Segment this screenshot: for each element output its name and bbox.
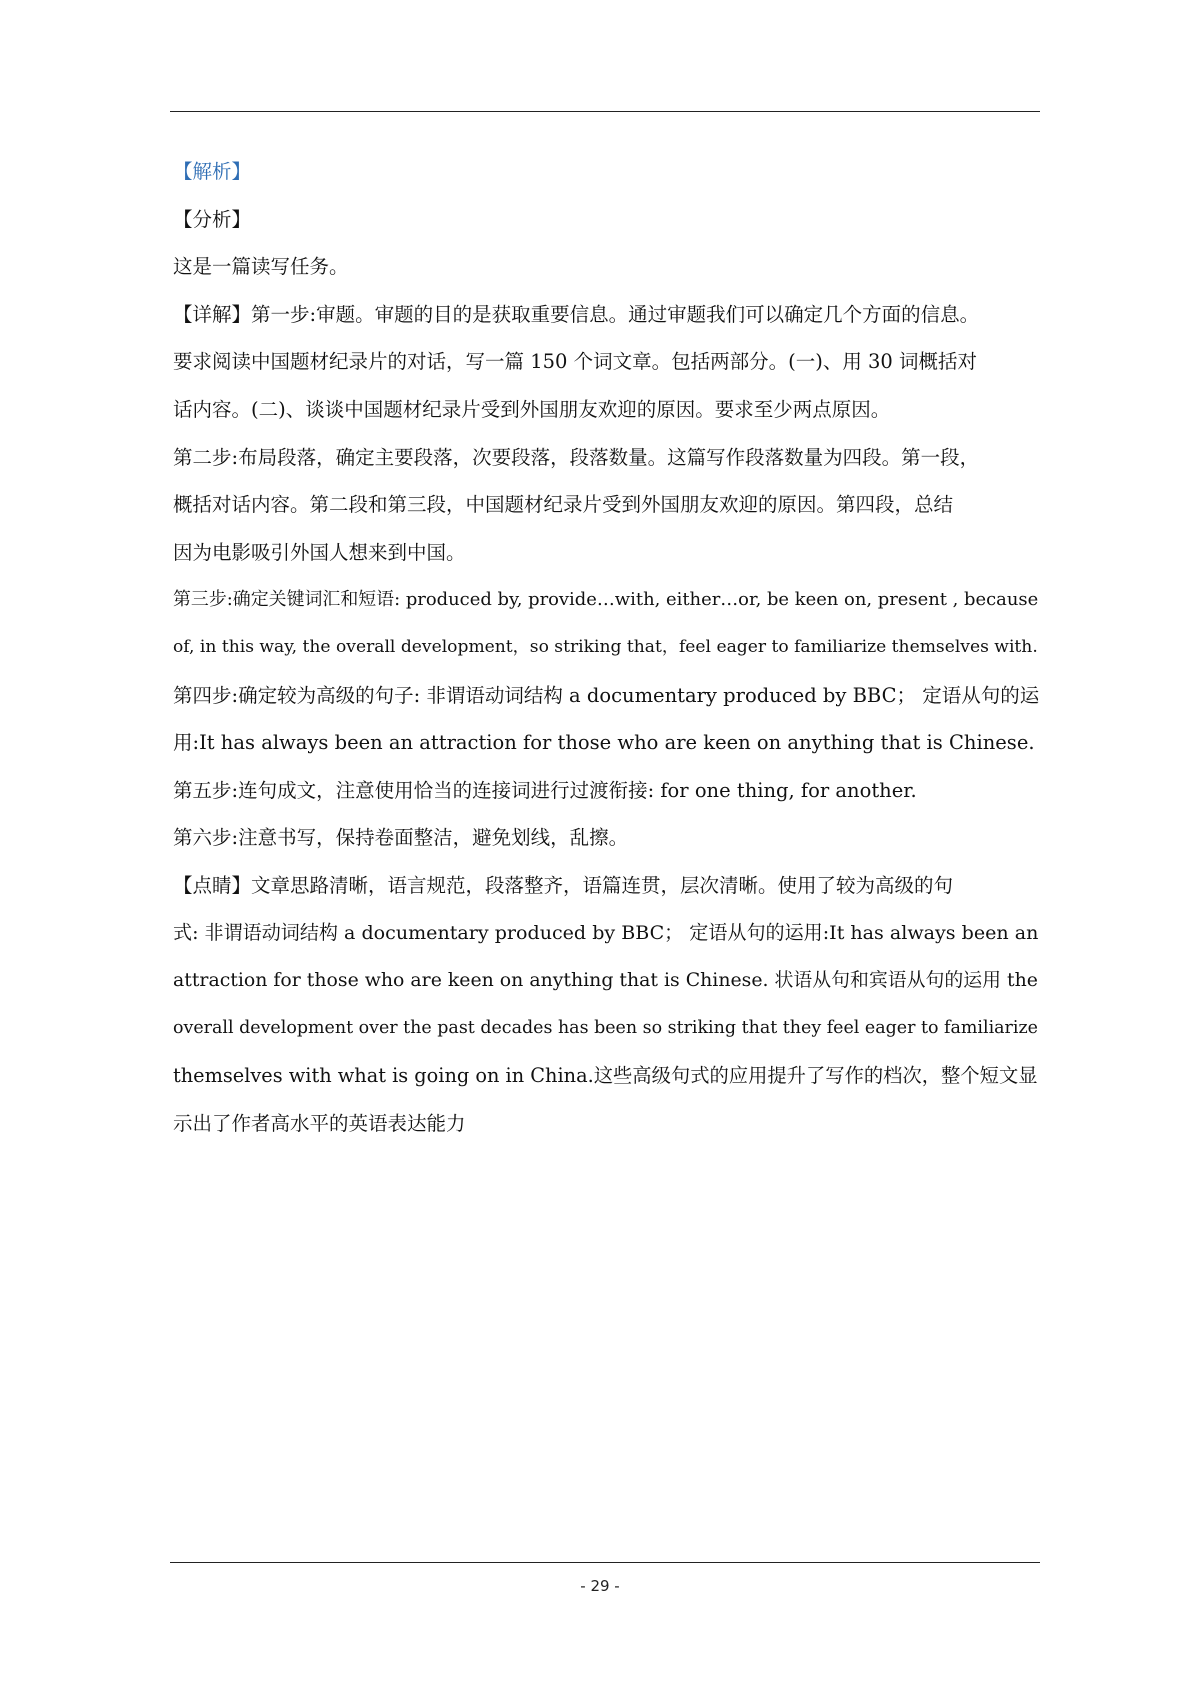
body-line: 示出了作者高水平的英语表达能力: [173, 1111, 466, 1135]
heading-jiexi: 【解析】: [173, 160, 252, 183]
body-line: attraction for those who are keen on anything that is Chinese. 状语从句和宾语从句的运用 the: [173, 969, 1038, 992]
body-line: 第五步:连句成文，注意使用恰当的连接词进行过渡衔接: for one thing, for another.: [173, 778, 917, 802]
body-line: 概括对话内容。第二段和第三段，中国题材纪录片受到外国朋友欢迎的原因。第四段，总结: [173, 493, 954, 517]
body-line: overall development over the past decades has been so striking that they feel eager to familiarize: [173, 1017, 1038, 1038]
header-rule: [170, 111, 1040, 112]
body-line: 式: 非谓语动词结构 a documentary produced by BBC； 定语从句的运用:It has always been an: [173, 921, 1039, 944]
body-line: 第三步:确定关键词汇和短语: produced by, provide…with, either…or, be keen on, present , because: [173, 589, 1039, 611]
body-line: of, in this way, the overall development，so striking that，feel eager to familiarize themselves with.: [173, 636, 1038, 657]
heading-fenxi: 【分析】: [173, 207, 252, 231]
body-line: 要求阅读中国题材纪录片的对话，写一篇 150 个词文章。包括两部分。(一)、用 30 词概括对: [173, 350, 978, 374]
page-number: - 29 -: [580, 1577, 620, 1595]
footer-rule: [170, 1562, 1040, 1563]
body-line: 因为电影吸引外国人想来到中国。: [173, 540, 466, 564]
body-line: 用:It has always been an attraction for those who are keen on anything that is Chinese.: [173, 731, 1035, 755]
document-body: [173, 148, 1043, 1147]
body-line: 【详解】第一步:审题。审题的目的是获取重要信息。通过审题我们可以确定几个方面的信息。: [173, 302, 980, 326]
body-line: 第二步:布局段落，确定主要段落，次要段落，段落数量。这篇写作段落数量为四段。第一段，: [173, 445, 980, 469]
body-line: 第四步:确定较为高级的句子: 非谓语动词结构 a documentary produced by BBC； 定语从句的运: [173, 683, 1040, 707]
intro-text: 这是一篇读写任务。: [173, 255, 349, 279]
body-line: themselves with what is going on in China.这些高级句式的应用提升了写作的档次，整个短文显: [173, 1064, 1038, 1088]
body-line: 话内容。(二)、谈谈中国题材纪录片受到外国朋友欢迎的原因。要求至少两点原因。: [173, 397, 891, 421]
body-line: 第六步:注意书写，保持卷面整洁，避免划线，乱擦。: [173, 826, 629, 850]
body-line: 【点睛】文章思路清晰，语言规范，段落整齐，语篇连贯，层次清晰。使用了较为高级的句: [173, 873, 954, 897]
